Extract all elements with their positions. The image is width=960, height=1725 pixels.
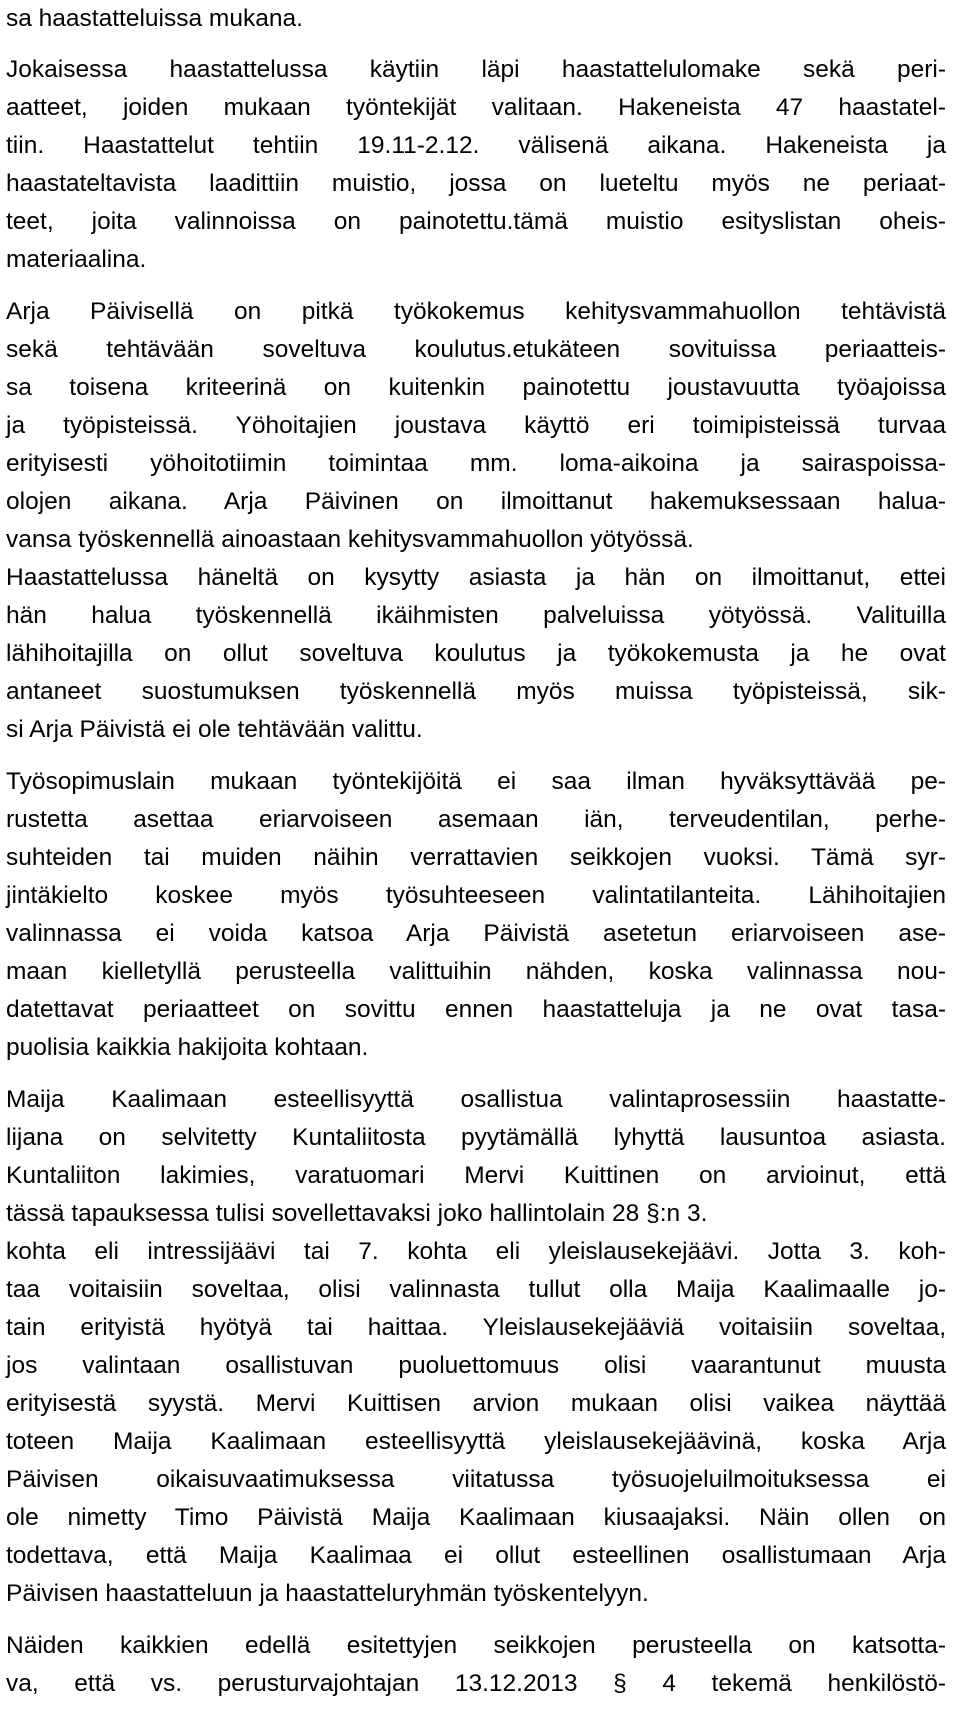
text-line: toteen Maija Kaalimaan esteellisyyttä yleislausekejäävinä, koska Arja <box>6 1428 946 1455</box>
text-line: rustetta asettaa eriarvoiseen asemaan iän, terveudentilan, perhe- <box>6 806 946 833</box>
text-line: tässä tapauksessa tulisi sovellettavaksi joko hallintolain 28 §:n 3. <box>6 1200 708 1227</box>
text-line: datettavat periaatteet on sovittu ennen haastatteluja ja ne ovat tasa- <box>6 996 946 1023</box>
text-line: Jokaisessa haastattelussa käytiin läpi haastattelulomake sekä peri- <box>6 56 946 83</box>
text-line: taa voitaisiin soveltaa, olisi valinnasta tullut olla Maija Kaalimaalle jo- <box>6 1276 946 1303</box>
text-line: Työsopimuslain mukaan työntekijöitä ei saa ilman hyväksyttävää pe- <box>6 768 946 795</box>
text-line: Päivisen oikaisuvaatimuksessa viitatussa työsuojeluilmoituksessa ei <box>6 1466 946 1493</box>
text-line: erityisestä syystä. Mervi Kuittisen arvion mukaan olisi vaikea näyttää <box>6 1390 946 1417</box>
text-line: Näiden kaikkien edellä esitettyjen seikkojen perusteella on katsotta- <box>6 1632 946 1659</box>
text-line: sekä tehtävään soveltuva koulutus.etukäteen sovituissa periaatteis- <box>6 336 946 363</box>
text-line: teet, joita valinnoissa on painotettu.tämä muistio esityslistan oheis- <box>6 208 946 235</box>
text-line: sa toisena kriteerinä on kuitenkin painotettu joustavuutta työajoissa <box>6 374 946 401</box>
text-line: erityisesti yöhoitotiimin toimintaa mm. loma-aikoina ja sairaspoissa- <box>6 450 946 477</box>
text-line: sa haastatteluissa mukana. <box>6 5 303 32</box>
text-line: valinnassa ei voida katsoa Arja Päivistä asetetun eriarvoiseen ase- <box>6 920 946 947</box>
text-line: puolisia kaikkia hakijoita kohtaan. <box>6 1034 369 1061</box>
text-line: todettava, että Maija Kaalimaa ei ollut esteellinen osallistumaan Arja <box>6 1542 946 1569</box>
text-line: si Arja Päivistä ei ole tehtävään valittu. <box>6 716 423 743</box>
text-line: vansa työskennellä ainoastaan kehitysvammahuollon yötyössä. <box>6 526 694 553</box>
text-line: antaneet suostumuksen työskennellä myös muissa työpisteissä, sik- <box>6 678 946 705</box>
text-line: tain erityistä hyötyä tai haittaa. Yleislausekejääviä voitaisiin soveltaa, <box>6 1314 946 1341</box>
text-line: Päivisen haastatteluun ja haastatteluryhmän työskentelyyn. <box>6 1580 649 1607</box>
text-line: Arja Päivisellä on pitkä työkokemus kehitysvammahuollon tehtävistä <box>6 298 946 325</box>
text-line: Haastattelussa häneltä on kysytty asiasta ja hän on ilmoittanut, ettei <box>6 564 946 591</box>
text-line: lijana on selvitetty Kuntaliitosta pyytämällä lyhyttä lausuntoa asiasta. <box>6 1124 946 1151</box>
text-line: aatteet, joiden mukaan työntekijät valitaan. Hakeneista 47 haastatel- <box>6 94 946 121</box>
text-line: Maija Kaalimaan esteellisyyttä osallistua valintaprosessiin haastatte- <box>6 1086 946 1113</box>
text-line: hän halua työskennellä ikäihmisten palveluissa yötyössä. Valituilla <box>6 602 946 629</box>
text-line: materiaalina. <box>6 246 147 273</box>
text-line: maan kielletyllä perusteella valittuihin nähden, koska valinnassa nou- <box>6 958 946 985</box>
text-line: suhteiden tai muiden näihin verrattavien seikkojen vuoksi. Tämä syr- <box>6 844 946 871</box>
text-line: haastateltavista laadittiin muistio, jossa on lueteltu myös ne periaat- <box>6 170 946 197</box>
text-line: jos valintaan osallistuvan puoluettomuus olisi vaarantunut muusta <box>6 1352 946 1379</box>
text-line: Kuntaliiton lakimies, varatuomari Mervi Kuittinen on arvioinut, että <box>6 1162 946 1189</box>
text-line: jintäkielto koskee myös työsuhteeseen valintatilanteita. Lähihoitajien <box>6 882 946 909</box>
text-line: lähihoitajilla on ollut soveltuva koulutus ja työkokemusta ja he ovat <box>6 640 946 667</box>
text-line: va, että vs. perusturvajohtajan 13.12.2013 § 4 tekemä henkilöstö- <box>6 1670 946 1697</box>
text-line: tiin. Haastattelut tehtiin 19.11-2.12. välisenä aikana. Hakeneista ja <box>6 132 946 159</box>
text-line: olojen aikana. Arja Päivinen on ilmoittanut hakemuksessaan halua- <box>6 488 946 515</box>
text-line: kohta eli intressijäävi tai 7. kohta eli yleislausekejäävi. Jotta 3. koh- <box>6 1238 946 1265</box>
text-line: ja työpisteissä. Yöhoitajien joustava käyttö eri toimipisteissä turvaa <box>6 412 946 439</box>
text-line: ole nimetty Timo Päivistä Maija Kaalimaan kiusaajaksi. Näin ollen on <box>6 1504 946 1531</box>
